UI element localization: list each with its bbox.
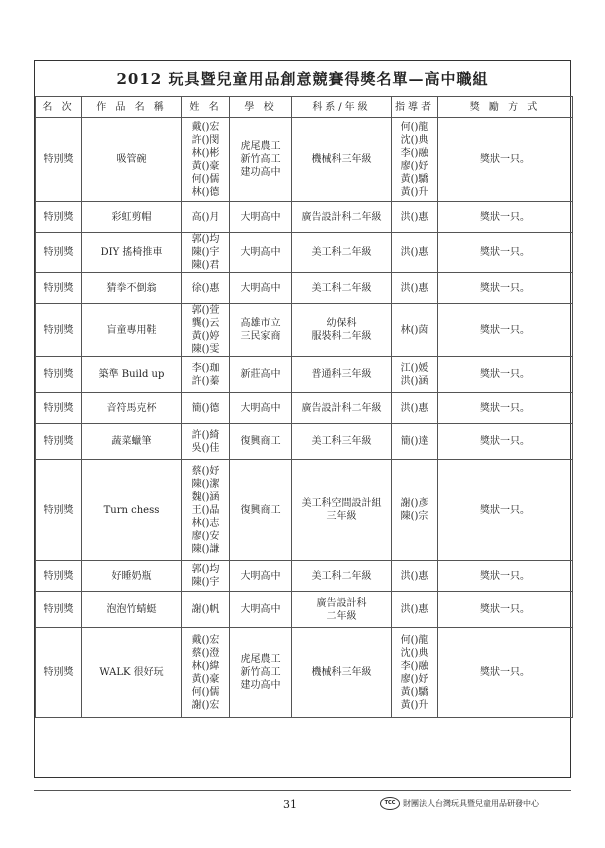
teachers-cell [392,304,438,357]
work-cell: 蔬菜蠟筆 [82,424,182,460]
names-line: 戴()宏 [191,634,220,646]
school-cell [230,460,292,561]
teachers-line: 何()龍 [400,121,429,133]
dept-line: 美工科二年級 [311,570,372,582]
rank-cell: 特別獎 [36,202,82,233]
teachers-line: 洪()惠 [400,402,429,414]
names-line: 蔡()澄 [191,647,220,659]
school-line: 高雄市立 [240,318,281,329]
teachers-line: 李()融 [400,660,429,672]
names-cell [182,628,230,718]
table-row [36,424,573,460]
table-row [36,273,573,304]
rank-cell: 特別獎 [36,357,82,393]
school-cell [230,424,292,460]
header-award: 獎 勵 方 式 [438,97,573,118]
school-cell [230,628,292,718]
names-line: 王()晶 [191,504,220,516]
names-line: 林()志 [191,517,220,529]
teachers-cell [392,424,438,460]
teachers-line: 洪()惠 [400,282,429,294]
teachers-line: 李()融 [400,147,429,159]
teachers-line: 洪()惠 [400,604,429,615]
rank-cell: 特別獎 [36,460,82,561]
teachers-line: 廖()妤 [400,673,429,685]
names-line: 郭()萱 [191,305,220,316]
teachers-line: 洪()涵 [400,375,429,387]
school-line: 建功高中 [240,680,281,691]
dept-cell [292,393,392,424]
work-cell: 猜拳不倒翁 [82,273,182,304]
dept-line: 美工科三年級 [311,436,372,447]
teachers-line: 洪()惠 [400,247,429,258]
page-number: 31 [283,798,297,811]
award-cell: 獎狀一只。 [438,202,573,233]
teachers-line: 黃()驕 [400,686,429,698]
work-cell: 築準 Build up [82,357,182,393]
teachers-line: 謝()彥 [400,498,429,509]
names-cell [182,393,230,424]
school-line: 大明高中 [240,282,281,294]
work-cell: 好睡奶瓶 [82,561,182,592]
page-title: 2012 玩具暨兒童用品創意競賽得獎名單—高中職組 [35,61,570,97]
names-cell [182,118,230,202]
dept-cell [292,304,392,357]
footer-org: 財團法人台灣玩具暨兒童用品研發中心 [403,799,539,808]
school-cell [230,304,292,357]
school-line: 新竹高工 [240,667,281,678]
names-cell [182,273,230,304]
award-cell: 獎狀一只。 [438,424,573,460]
names-line: 廖()安 [191,530,220,542]
names-line: 林()緯 [191,660,220,672]
header-rank: 名 次 [36,97,82,118]
dept-line: 機械科三年級 [311,667,372,678]
names-line: 魏()涵 [191,491,220,503]
school-line: 大明高中 [240,402,281,414]
names-line: 陳()宇 [191,577,220,588]
dept-cell [292,273,392,304]
table-row [36,460,573,561]
dept-cell [292,628,392,718]
table-row [36,561,573,592]
table-header-row [36,97,573,118]
teachers-cell [392,592,438,628]
footer [380,797,539,810]
award-table-frame [34,60,571,778]
names-line: 高()月 [191,211,220,223]
teachers-cell [392,561,438,592]
school-line: 復興商工 [240,504,281,516]
dept-cell [292,592,392,628]
teachers-line: 沈()典 [400,647,429,659]
dept-line: 三年級 [326,511,357,522]
school-cell [230,592,292,628]
teachers-line: 洪()惠 [400,211,429,223]
names-line: 許()蓁 [191,375,220,387]
footer-rule [34,790,571,791]
names-cell [182,561,230,592]
table-row [36,628,573,718]
names-cell [182,460,230,561]
dept-cell [292,118,392,202]
teachers-line: 簡()達 [400,436,429,447]
school-line: 虎尾農工 [240,141,281,152]
rank-cell: 特別獎 [36,561,82,592]
names-line: 簡()德 [191,402,220,414]
header-school: 學 校 [230,97,292,118]
names-line: 郭()均 [191,234,220,245]
work-cell: WALK 很好玩 [82,628,182,718]
dept-line: 廣告設計科二年級 [301,211,382,223]
school-line: 大明高中 [240,247,281,258]
award-cell: 獎狀一只。 [438,561,573,592]
dept-line: 機械科三年級 [311,154,372,165]
names-cell [182,357,230,393]
work-cell: 泡泡竹蜻蜓 [82,592,182,628]
teachers-cell [392,628,438,718]
work-cell: Turn chess [82,460,182,561]
dept-cell [292,202,392,233]
teachers-line: 洪()惠 [400,570,429,582]
names-cell [182,304,230,357]
teachers-line: 江()媛 [400,362,429,374]
dept-line: 服裝科二年級 [311,331,372,342]
rank-cell: 特別獎 [36,424,82,460]
dept-line: 普通科三年級 [311,369,372,380]
dept-line: 廣告設計科 [316,597,367,609]
names-line: 蔡()妤 [191,465,220,477]
award-cell: 獎狀一只。 [438,357,573,393]
school-line: 新竹高工 [240,154,281,165]
school-cell [230,233,292,273]
school-cell [230,357,292,393]
names-line: 許()綺 [191,429,220,441]
rank-cell: 特別獎 [36,592,82,628]
names-line: 陳()雯 [191,344,220,355]
award-cell: 獎狀一只。 [438,592,573,628]
teachers-cell [392,273,438,304]
names-line: 黃()婷 [191,331,220,342]
names-cell [182,202,230,233]
teachers-line: 沈()典 [400,134,429,146]
names-line: 謝()帆 [191,604,220,615]
school-cell [230,561,292,592]
teachers-cell [392,118,438,202]
work-cell: 音符馬克杯 [82,393,182,424]
header-work: 作 品 名 稱 [82,97,182,118]
work-cell: 吸管碗 [82,118,182,202]
table-row [36,393,573,424]
school-cell [230,118,292,202]
teachers-line: 何()龍 [400,634,429,646]
names-line: 謝()宏 [191,699,220,711]
names-line: 李()珈 [191,362,220,374]
rank-cell: 特別獎 [36,233,82,273]
teachers-line: 廖()妤 [400,160,429,172]
rank-cell: 特別獎 [36,118,82,202]
work-cell: 彩虹剪帽 [82,202,182,233]
teachers-line: 林()茵 [400,324,429,336]
teachers-cell [392,357,438,393]
rank-cell: 特別獎 [36,628,82,718]
header-dept: 科系/年級 [292,97,392,118]
school-line: 大明高中 [240,604,281,615]
work-cell: DIY 搖椅推車 [82,233,182,273]
table-body [36,118,573,718]
school-cell [230,393,292,424]
dept-cell [292,233,392,273]
teachers-cell [392,460,438,561]
teachers-line: 陳()宗 [400,511,429,522]
dept-line: 美工科二年級 [311,247,372,258]
rank-cell: 特別獎 [36,393,82,424]
school-line: 新莊高中 [240,369,281,380]
dept-line: 二年級 [326,610,357,622]
table-row [36,118,573,202]
teachers-cell [392,393,438,424]
table-row [36,304,573,357]
teachers-cell [392,202,438,233]
teachers-line: 黃()驕 [400,173,429,185]
dept-line: 廣告設計科二年級 [301,402,382,414]
school-line: 虎尾農工 [240,654,281,665]
dept-line: 幼保科 [326,318,357,329]
names-line: 何()儒 [191,173,220,185]
award-cell: 獎狀一只。 [438,118,573,202]
names-line: 林()彬 [191,147,220,159]
header-teacher: 指導者 [392,97,438,118]
names-line: 郭()均 [191,564,220,575]
names-line: 林()德 [191,186,220,198]
award-table [35,96,573,718]
award-cell: 獎狀一只。 [438,273,573,304]
table-row [36,357,573,393]
dept-cell [292,561,392,592]
work-cell: 盲童專用鞋 [82,304,182,357]
school-line: 建功高中 [240,167,281,178]
names-line: 陳()潔 [191,478,220,490]
award-cell: 獎狀一只。 [438,233,573,273]
names-line: 陳()君 [191,260,220,271]
table-row [36,202,573,233]
tcc-logo-icon: TCC [380,797,400,810]
names-line: 龔()云 [191,318,220,329]
names-line: 陳()宇 [191,247,220,258]
table-row [36,233,573,273]
school-line: 大明高中 [240,570,281,582]
award-cell: 獎狀一只。 [438,628,573,718]
rank-cell: 特別獎 [36,273,82,304]
award-cell: 獎狀一只。 [438,393,573,424]
school-line: 復興商工 [240,436,281,447]
names-cell [182,592,230,628]
rank-cell: 特別獎 [36,304,82,357]
names-line: 黃()豪 [191,673,220,685]
names-cell [182,233,230,273]
names-line: 陳()謙 [191,543,220,555]
dept-cell [292,460,392,561]
names-cell [182,424,230,460]
dept-line: 美工科空間設計組 [301,498,382,509]
names-line: 戴()宏 [191,121,220,133]
table-row [36,592,573,628]
names-line: 許()閔 [191,134,220,146]
header-name: 姓 名 [182,97,230,118]
dept-cell [292,424,392,460]
school-cell [230,202,292,233]
names-line: 何()儒 [191,686,220,698]
names-line: 吳()佳 [191,442,220,454]
dept-line: 美工科二年級 [311,282,372,294]
school-line: 三民家商 [240,331,281,342]
award-cell: 獎狀一只。 [438,304,573,357]
names-line: 徐()惠 [191,282,220,294]
teachers-cell [392,233,438,273]
teachers-line: 黃()升 [400,186,429,198]
dept-cell [292,357,392,393]
teachers-line: 黃()升 [400,699,429,711]
school-cell [230,273,292,304]
names-line: 黃()豪 [191,160,220,172]
school-line: 大明高中 [240,211,281,223]
award-cell: 獎狀一只。 [438,460,573,561]
